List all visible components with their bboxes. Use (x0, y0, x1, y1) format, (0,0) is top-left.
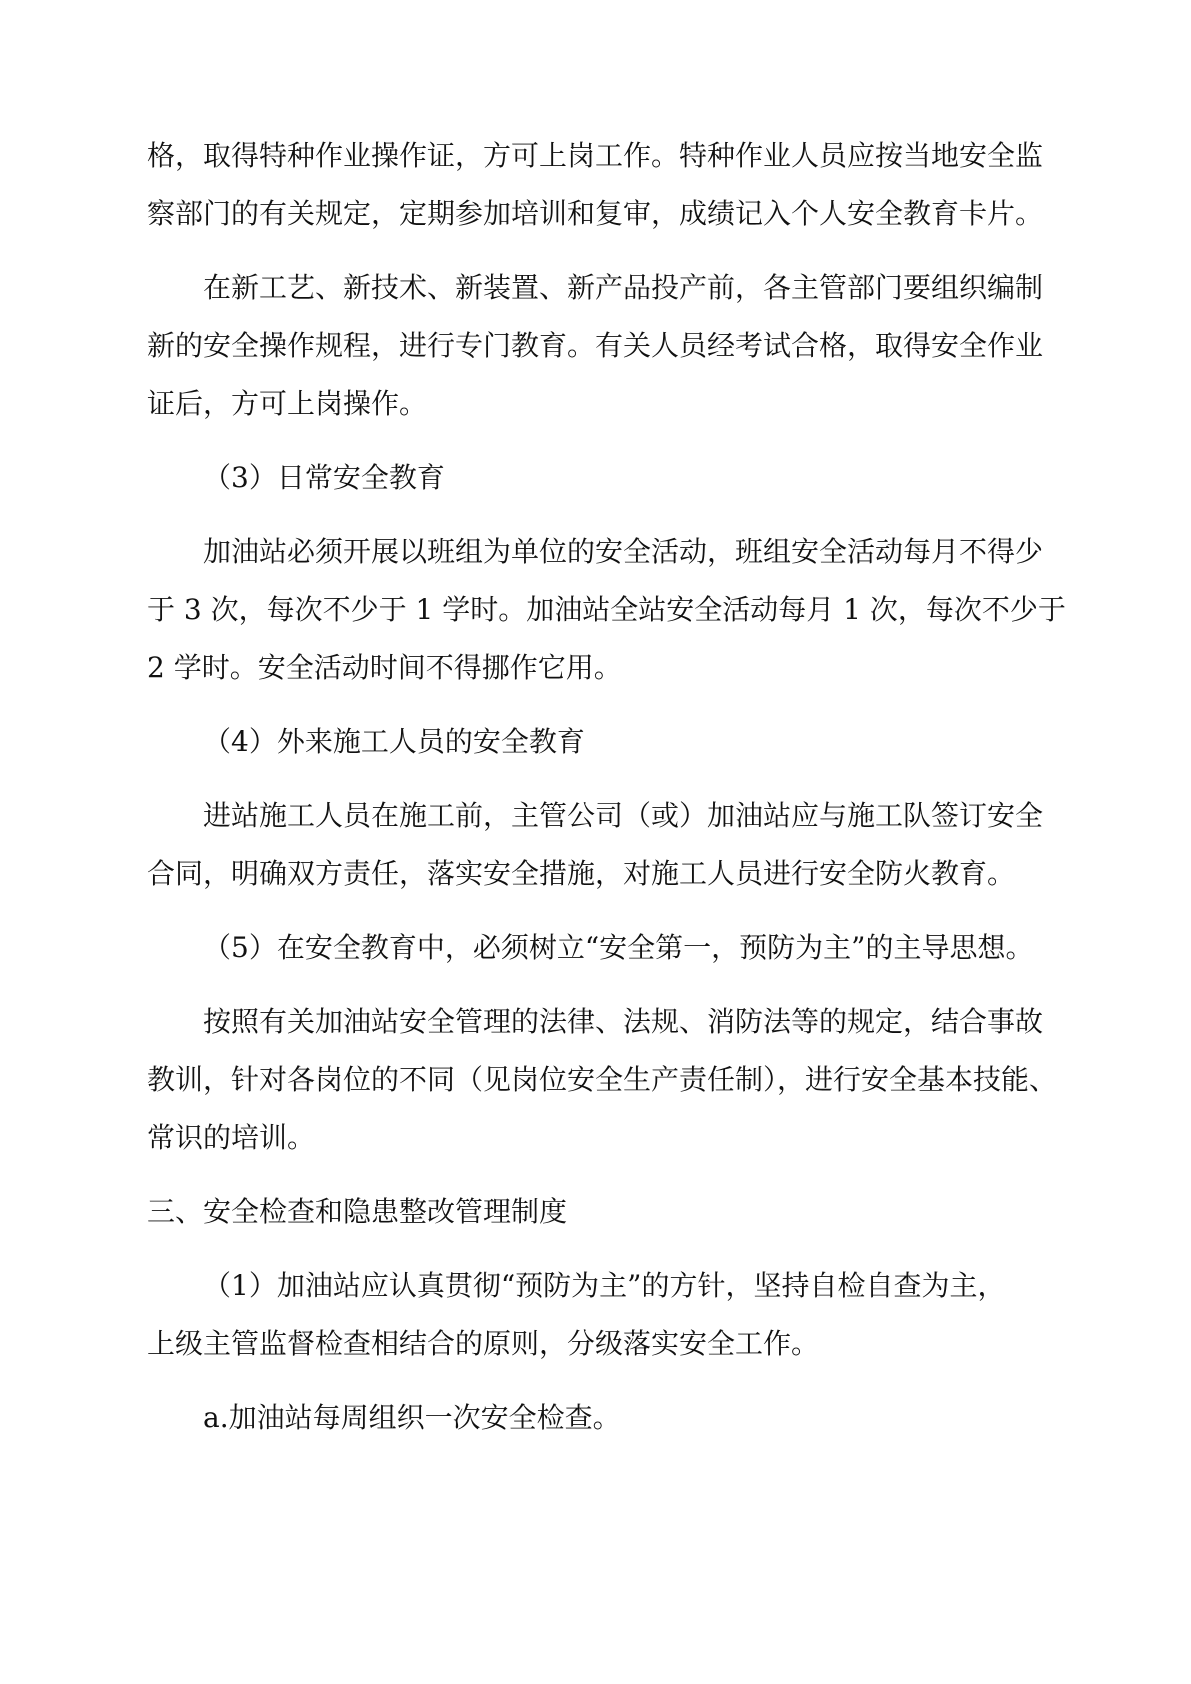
text-line: 进站施工人员在施工前，主管公司（或）加油站应与施工队签订安全 (203, 799, 1044, 832)
text-line: 证后，方可上岗操作。 (147, 387, 428, 420)
text-line: 于 3 次，每次不少于 1 学时。加油站全站安全活动每月 1 次，每次不少于 (147, 593, 1066, 626)
text-line: 新的安全操作规程，进行专门教育。有关人员经考试合格，取得安全作业 (147, 329, 1044, 362)
chapter-heading: 三、安全检查和隐患整改管理制度 (147, 1195, 568, 1228)
section-heading: （3）日常安全教育 (203, 461, 445, 494)
text-line: 按照有关加油站安全管理的法律、法规、消防法等的规定，结合事故 (203, 1005, 1044, 1038)
text-line: 合同，明确双方责任，落实安全措施，对施工人员进行安全防火教育。 (147, 857, 1016, 890)
text-line: 格，取得特种作业操作证，方可上岗工作。特种作业人员应按当地安全监 (147, 139, 1044, 172)
section-heading: （5）在安全教育中，必须树立“安全第一，预防为主”的主导思想。 (203, 931, 1034, 964)
text-line: （1）加油站应认真贯彻“预防为主”的方针，坚持自检自查为主， (203, 1269, 1006, 1302)
text-line: 加油站必须开展以班组为单位的安全活动，班组安全活动每月不得少 (203, 535, 1044, 568)
section-heading: （4）外来施工人员的安全教育 (203, 725, 585, 758)
text-line: 在新工艺、新技术、新装置、新产品投产前，各主管部门要组织编制 (203, 271, 1044, 304)
text-line: 教训，针对各岗位的不同（见岗位安全生产责任制），进行安全基本技能、 (147, 1063, 1058, 1096)
text-line: 常识的培训。 (147, 1121, 316, 1154)
text-line: 察部门的有关规定，定期参加培训和复审，成绩记入个人安全教育卡片。 (147, 197, 1044, 230)
text-line: 2 学时。安全活动时间不得挪作它用。 (147, 651, 622, 684)
list-item: a.加油站每周组织一次安全检查。 (203, 1401, 621, 1434)
text-line: 上级主管监督检查相结合的原则，分级落实安全工作。 (147, 1327, 820, 1360)
